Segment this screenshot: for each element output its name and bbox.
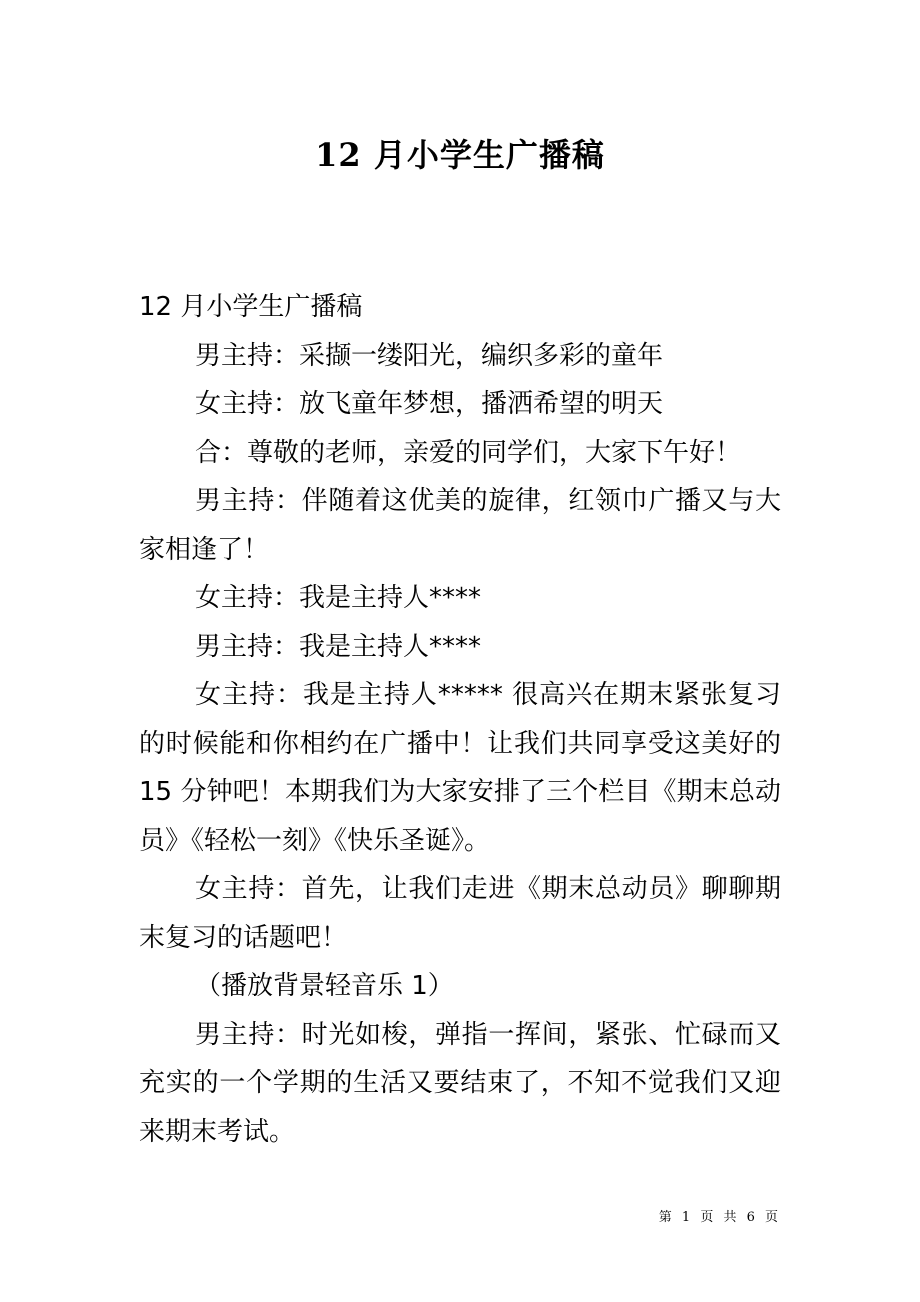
paragraph: 女主持：我是主持人**** bbox=[195, 583, 482, 613]
paragraph: 合：尊敬的老师，亲爱的同学们，大家下午好！ bbox=[195, 437, 742, 468]
page-number-footer: 第 1 页 共 6 页 bbox=[658, 1210, 781, 1225]
paragraph: 男主持：采撷一缕阳光，编织多彩的童年 bbox=[195, 340, 664, 371]
paragraph: 12 月小学生广播稿 bbox=[139, 292, 363, 322]
paragraph: 男主持：时光如梭，弹指一挥间，紧张、忙碌而又充实的一个学期的生活又要结束了，不知不觉我们又迎来期末考试。 bbox=[139, 1019, 781, 1147]
paragraph: 女主持：放飞童年梦想，播洒希望的明天 bbox=[195, 389, 664, 419]
paragraph: 男主持：伴随着这优美的旋律，红领巾广播又与大家相逢了！ bbox=[139, 486, 781, 565]
document-body bbox=[139, 283, 781, 1156]
paragraph: 女主持：首先，让我们走进《期末总动员》聊聊期末复习的话题吧！ bbox=[139, 874, 781, 953]
paragraph: （播放背景轻音乐 1） bbox=[195, 971, 454, 1001]
paragraph: 女主持：我是主持人***** 很高兴在期末紧张复习的时候能和你相约在广播中！让我们共同享受这美好的 15 分钟吧！本期我们为大家安排了三个栏目《期末总动员》《轻松一刻》《快乐圣诞》。 bbox=[139, 680, 781, 856]
paragraph: 男主持：我是主持人**** bbox=[195, 631, 482, 662]
page-title: 12 月小学生广播稿 bbox=[315, 136, 605, 174]
